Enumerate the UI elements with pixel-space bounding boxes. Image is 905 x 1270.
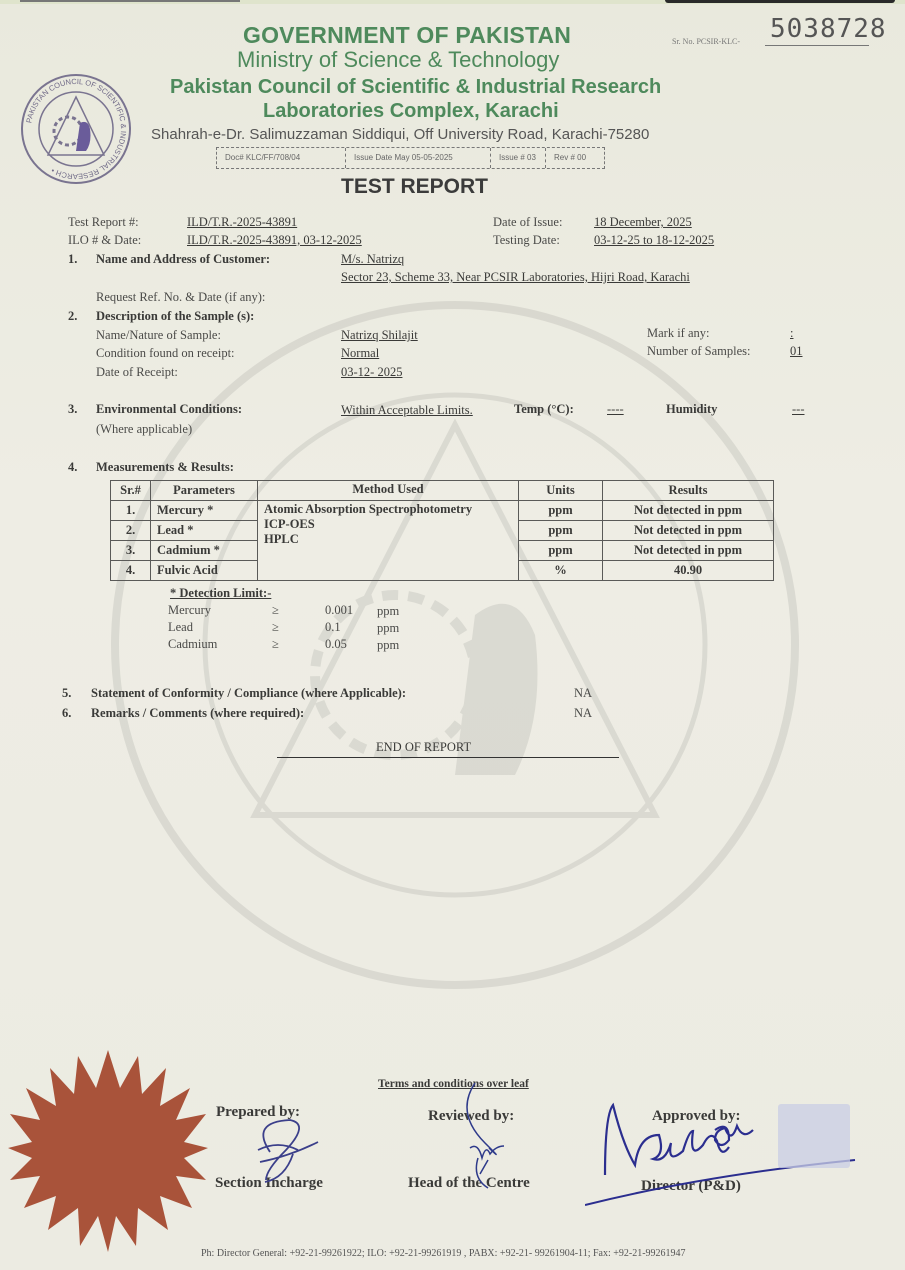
sample-label: Description of the Sample (s): bbox=[96, 309, 255, 323]
serial-number: 5038728 bbox=[770, 14, 887, 44]
receipt-date-label: Date of Receipt: bbox=[96, 365, 178, 379]
method-item: HPLC bbox=[264, 532, 299, 546]
limit-element: Lead bbox=[168, 620, 193, 634]
lab-address: Shahrah-e-Dr. Salimuzzaman Siddiqui, Off University Road, Karachi-75280 bbox=[151, 126, 650, 143]
top-edge bbox=[0, 0, 905, 4]
reviewed-signature-icon bbox=[450, 1078, 520, 1208]
limit-unit: ppm bbox=[377, 604, 400, 618]
date-of-issue-value: 18 December, 2025 bbox=[594, 215, 692, 229]
row-sr: 4. bbox=[111, 561, 151, 581]
limit-unit: ppm bbox=[377, 621, 400, 635]
limit-value: 0.05 bbox=[325, 637, 347, 651]
terms-link[interactable]: Terms and conditions over leaf bbox=[378, 1078, 529, 1090]
end-of-report-line bbox=[277, 757, 619, 758]
sample-count-value: 01 bbox=[790, 344, 803, 358]
svg-text:PAKISTAN COUNCIL OF SCIENTIFIC: PAKISTAN COUNCIL OF SCIENTIFIC & INDUSTRIAL RESEARCH • bbox=[24, 76, 129, 182]
test-report-value: ILD/T.R.-2025-43891 bbox=[187, 215, 298, 229]
method-item: Atomic Absorption Spectrophotometry bbox=[264, 502, 473, 516]
row-result: Not detected in ppm bbox=[603, 521, 774, 541]
row-sr: 3. bbox=[111, 541, 151, 561]
council-heading: Pakistan Council of Scientific & Industrial Research bbox=[170, 76, 662, 98]
approved-by-label: Approved by: bbox=[652, 1108, 741, 1124]
laboratory-heading: Laboratories Complex, Karachi bbox=[263, 100, 559, 122]
section-4-number: 4. bbox=[68, 460, 78, 474]
row-parameter: Cadmium * bbox=[151, 541, 258, 561]
footer-contacts: Ph: Director General: +92-21-99261922; ILO: +92-21-99261919 , PABX: +92-21- 99261904-11; Fax: +92-21-99261947 bbox=[201, 1248, 686, 1259]
customer-label: Name and Address of Customer: bbox=[96, 252, 271, 266]
row-unit: ppm bbox=[519, 501, 603, 521]
limit-unit: ppm bbox=[377, 638, 400, 652]
row-parameter: Lead * bbox=[151, 521, 258, 541]
sample-condition-label: Condition found on receipt: bbox=[96, 346, 235, 360]
humidity-value: --- bbox=[792, 402, 805, 416]
end-of-report: END OF REPORT bbox=[376, 740, 472, 754]
method-cell bbox=[258, 501, 519, 581]
limit-symbol: ≥ bbox=[272, 620, 279, 634]
reviewed-by-role: Head of the Centre bbox=[408, 1175, 530, 1191]
limit-value: 0.001 bbox=[325, 603, 354, 617]
ilo-label: ILO # & Date: bbox=[68, 233, 142, 247]
section-5-number: 5. bbox=[62, 686, 72, 700]
conformity-value: NA bbox=[574, 686, 593, 700]
page-title: TEST REPORT bbox=[341, 175, 489, 198]
col-header-sr: Sr.# bbox=[111, 481, 151, 501]
doc-issue-date: Issue Date May 05-05-2025 bbox=[346, 148, 491, 168]
environment-sublabel: (Where applicable) bbox=[96, 422, 193, 436]
customer-name: M/s. Natrizq bbox=[341, 252, 405, 266]
reviewed-by-label: Reviewed by: bbox=[428, 1108, 515, 1124]
receipt-date-value: 03-12- 2025 bbox=[341, 365, 403, 379]
environment-label: Environmental Conditions: bbox=[96, 402, 242, 416]
mark-value: : bbox=[790, 326, 794, 340]
section-3-number: 3. bbox=[68, 402, 78, 416]
doc-issue-number: Issue # 03 bbox=[491, 148, 546, 168]
humidity-label: Humidity bbox=[666, 402, 718, 416]
ilo-value: ILD/T.R.-2025-43891, 03-12-2025 bbox=[187, 233, 362, 247]
row-unit: ppm bbox=[519, 521, 603, 541]
section-1-number: 1. bbox=[68, 252, 78, 266]
col-header-method: Method Used bbox=[258, 481, 519, 501]
col-header-units: Units bbox=[519, 481, 603, 501]
row-sr: 2. bbox=[111, 521, 151, 541]
mark-label: Mark if any: bbox=[647, 326, 710, 340]
row-sr: 1. bbox=[111, 501, 151, 521]
table-header-row bbox=[111, 481, 774, 501]
row-unit: % bbox=[519, 561, 603, 581]
document-control-box bbox=[216, 147, 605, 169]
limit-element: Mercury bbox=[168, 603, 212, 617]
ministry-heading: Ministry of Science & Technology bbox=[237, 47, 560, 72]
doc-number: Doc# KLC/FF/708/04 bbox=[217, 148, 346, 168]
col-header-results: Results bbox=[603, 481, 774, 501]
testing-date-label: Testing Date: bbox=[493, 233, 560, 247]
pcsir-logo-icon bbox=[20, 73, 132, 185]
test-report-label: Test Report #: bbox=[68, 215, 139, 229]
approved-by-role: Director (P&D) bbox=[641, 1178, 741, 1194]
row-result: Not detected in ppm bbox=[603, 501, 774, 521]
section-6-number: 6. bbox=[62, 706, 72, 720]
serial-label: Sr. No. PCSIR-KLC- bbox=[672, 37, 741, 46]
doc-revision: Rev # 00 bbox=[554, 153, 587, 162]
prepared-by-role: Section Incharge bbox=[215, 1175, 323, 1191]
row-parameter: Mercury * bbox=[151, 501, 258, 521]
sample-condition-value: Normal bbox=[341, 346, 380, 360]
serial-underline bbox=[765, 45, 869, 46]
limit-symbol: ≥ bbox=[272, 637, 279, 651]
row-result: Not detected in ppm bbox=[603, 541, 774, 561]
results-table bbox=[110, 480, 774, 581]
sample-name-value: Natrizq Shilajit bbox=[341, 328, 418, 342]
measurements-label: Measurements & Results: bbox=[96, 460, 234, 474]
temp-label: Temp (°C): bbox=[514, 402, 574, 416]
remarks-value: NA bbox=[574, 706, 593, 720]
request-ref-label: Request Ref. No. & Date (if any): bbox=[96, 290, 266, 304]
col-header-parameters: Parameters bbox=[151, 481, 258, 501]
row-result: 40.90 bbox=[603, 561, 774, 581]
row-unit: ppm bbox=[519, 541, 603, 561]
temp-value: ---- bbox=[607, 402, 624, 416]
detection-limit-title: * Detection Limit:- bbox=[170, 586, 272, 600]
prepared-signature-icon bbox=[240, 1112, 320, 1197]
conformity-label: Statement of Conformity / Compliance (where Applicable): bbox=[91, 686, 407, 700]
prepared-by-label: Prepared by: bbox=[216, 1104, 301, 1120]
limit-value: 0.1 bbox=[325, 620, 341, 634]
limit-symbol: ≥ bbox=[272, 603, 279, 617]
customer-address: Sector 23, Scheme 33, Near PCSIR Laboratories, Hijri Road, Karachi bbox=[341, 270, 690, 284]
limit-element: Cadmium bbox=[168, 637, 218, 651]
sample-name-label: Name/Nature of Sample: bbox=[96, 328, 221, 342]
remarks-label: Remarks / Comments (where required): bbox=[91, 706, 305, 720]
environment-value: Within Acceptable Limits. bbox=[341, 403, 473, 417]
seal-starburst-icon bbox=[8, 1048, 208, 1253]
official-stamp-icon bbox=[778, 1104, 850, 1168]
method-item: ICP-OES bbox=[264, 517, 315, 531]
government-heading: GOVERNMENT OF PAKISTAN bbox=[243, 22, 572, 48]
row-parameter: Fulvic Acid bbox=[151, 561, 258, 581]
section-2-number: 2. bbox=[68, 309, 78, 323]
testing-date-value: 03-12-25 to 18-12-2025 bbox=[594, 233, 715, 247]
date-of-issue-label: Date of Issue: bbox=[493, 215, 563, 229]
sample-count-label: Number of Samples: bbox=[647, 344, 751, 358]
table-row bbox=[111, 501, 774, 521]
